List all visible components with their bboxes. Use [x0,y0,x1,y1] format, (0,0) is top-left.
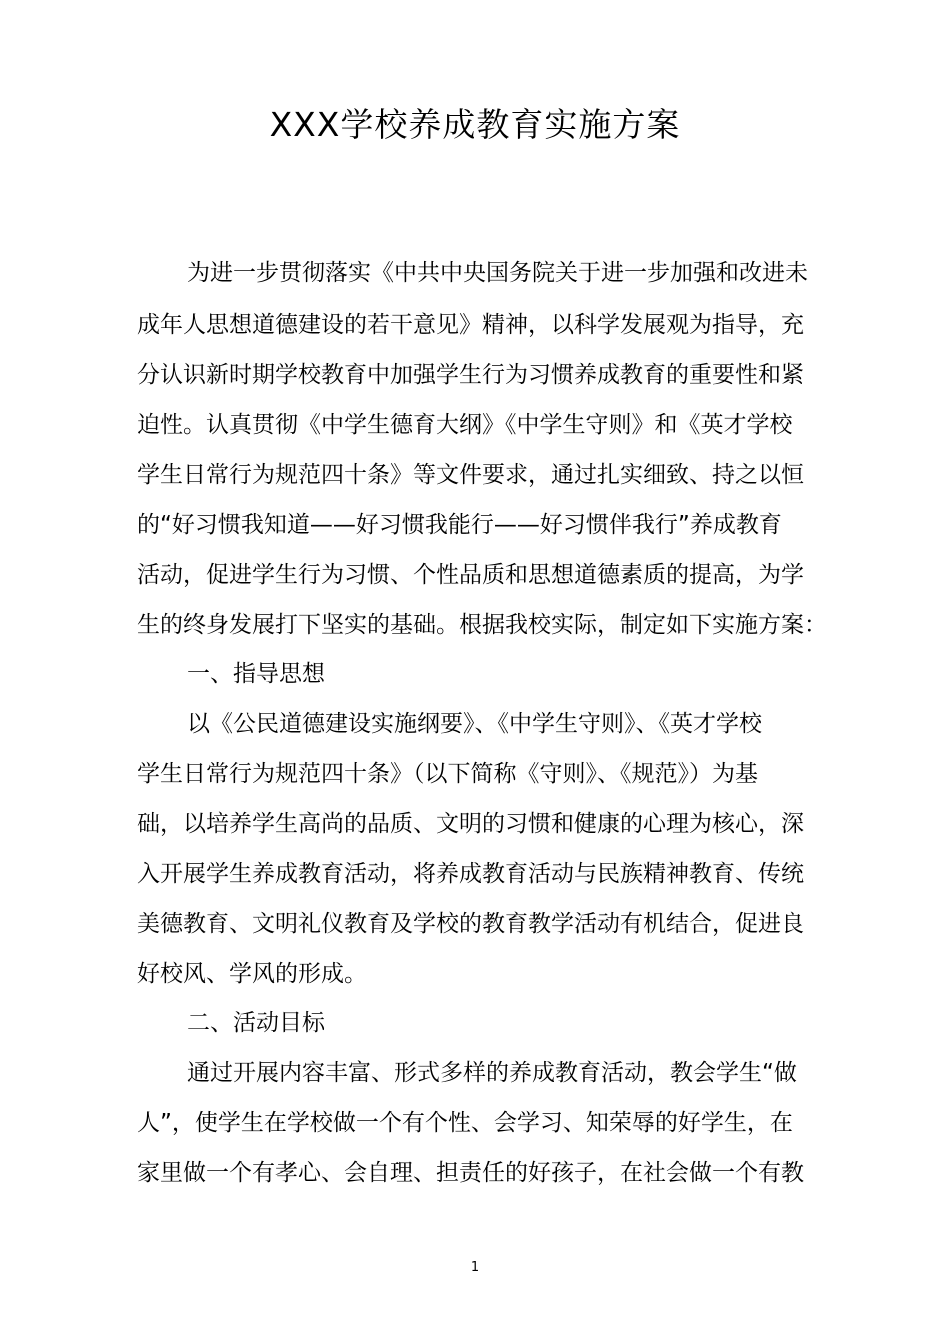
paragraph-line: 生的终身发展打下坚实的基础。根据我校实际，制定如下实施方案： [137,612,827,638]
paragraph-line: 的“好习惯我知道——好习惯我能行——好习惯伴我行”养成教育 [137,512,782,538]
paragraph-line: 成年人思想道德建设的若干意见》精神，以科学发展观为指导，充 [137,312,804,338]
paragraph-line: 通过开展内容丰富、形式多样的养成教育活动，教会学生“做 [187,1060,797,1086]
paragraph-line: 家里做一个有孝心、会自理、担责任的好孩子，在社会做一个有教 [137,1160,804,1186]
paragraph-line: 人”，使学生在学校做一个有个性、会学习、知荣辱的好学生，在 [137,1110,793,1136]
section-heading-guiding-ideology: 一、指导思想 [187,661,325,687]
paragraph-line: 以《公民道德建设实施纲要》、《中学生守则》、《英才学校 [187,711,762,737]
paragraph-line: 学生日常行为规范四十条》等文件要求，通过扎实细致、持之以恒 [137,462,804,488]
document-title: XXX学校养成教育实施方案 [269,105,681,144]
page-number: 1 [470,1260,480,1275]
paragraph-line: 为进一步贯彻落实《中共中央国务院关于进一步加强和改进未 [187,260,808,286]
paragraph-line: 学生日常行为规范四十条》（以下简称《守则》、《规范》）为基 [137,761,758,787]
paragraph-line: 分认识新时期学校教育中加强学生行为习惯养成教育的重要性和紧 [137,362,804,388]
paragraph-line: 入开展学生养成教育活动，将养成教育活动与民族精神教育、传统 [137,861,804,887]
paragraph-line: 活动，促进学生行为习惯、个性品质和思想道德素质的提高，为学 [137,562,804,588]
paragraph-line: 好校风、学风的形成。 [137,961,367,987]
section-heading-activity-goals: 二、活动目标 [187,1010,325,1036]
paragraph-line: 迫性。认真贯彻《中学生德育大纲》《中学生守则》和《英才学校 [137,412,793,438]
paragraph-line: 础，以培养学生高尚的品质、文明的习惯和健康的心理为核心，深 [137,811,804,837]
paragraph-line: 美德教育、文明礼仪教育及学校的教育教学活动有机结合，促进良 [137,911,804,937]
